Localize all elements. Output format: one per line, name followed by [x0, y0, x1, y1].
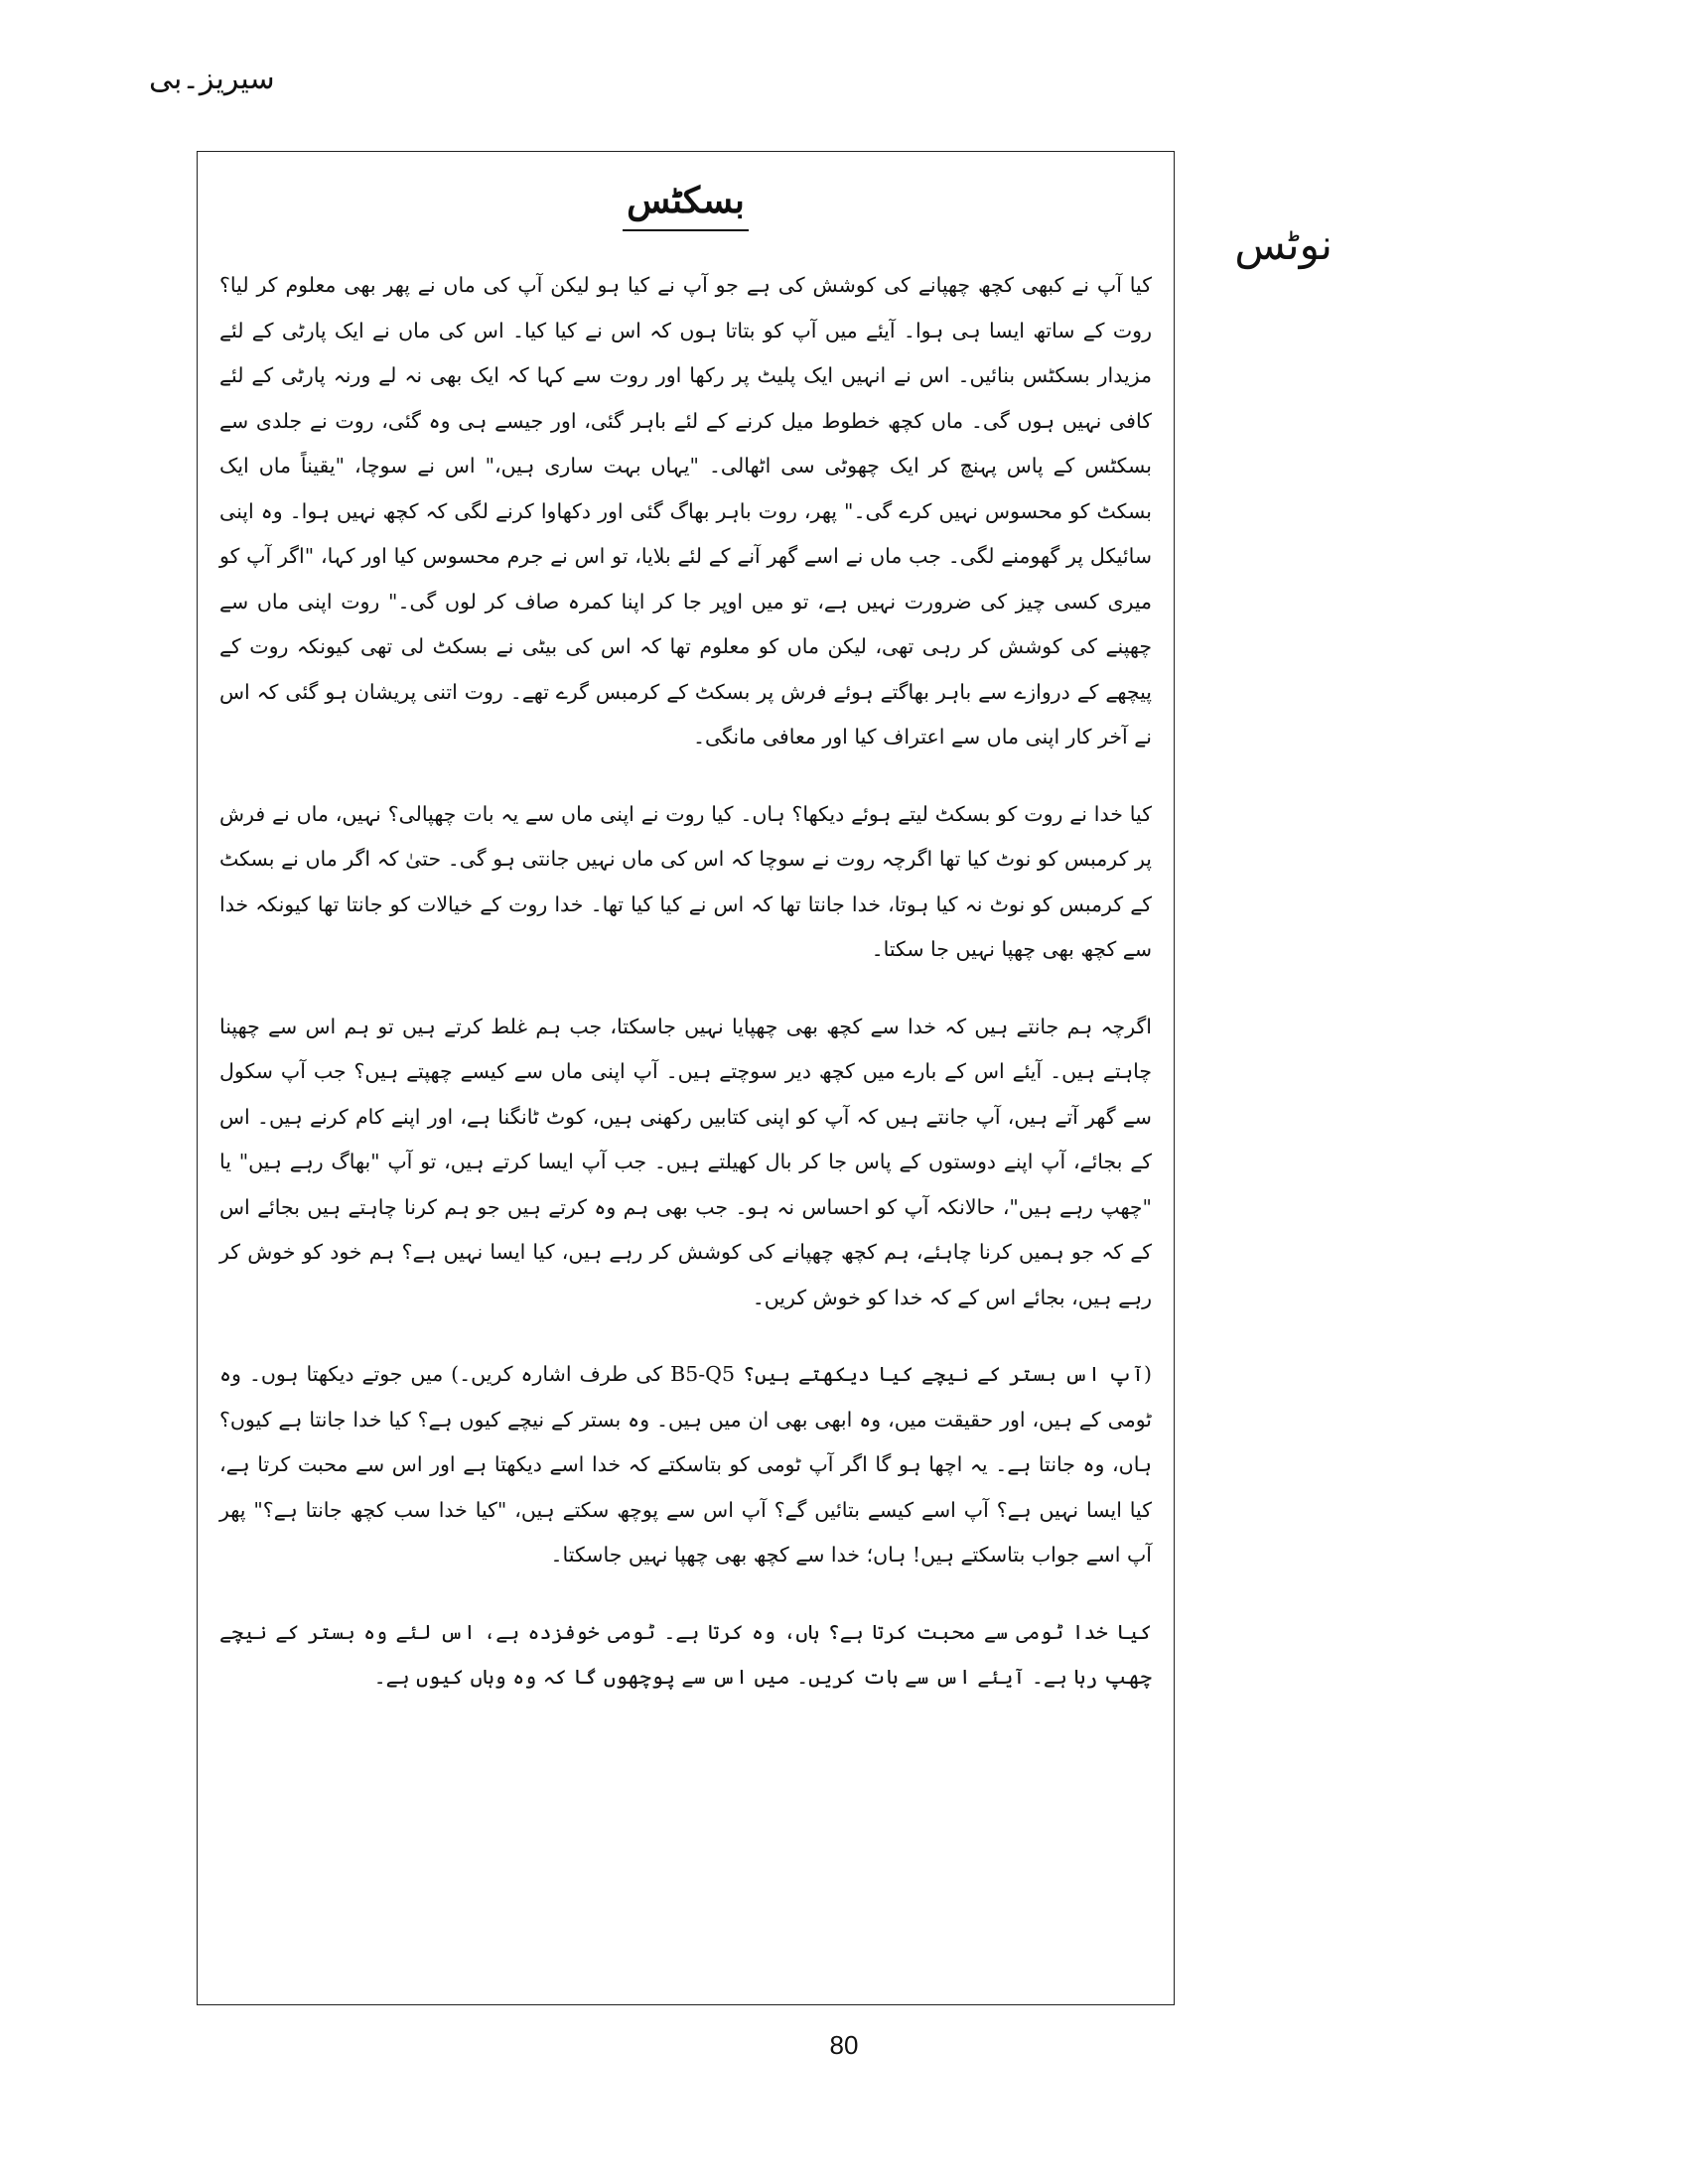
paragraph-1: کیا آپ نے کبھی کچھ چھپانے کی کوشش کی ہے جو آپ نے کیا ہو لیکن آپ کی ماں نے پھر بھی معلوم کر لیا؟ روت کے ساتھ ایسا ہی ہوا۔ آیئے میں آپ کو بتاتا ہوں کہ اس نے کیا کیا۔ اس کی ماں نے ایک پارٹی کے لئے مزیدار بسکٹس بنائیں۔ اس نے انہیں ایک پلیٹ پر رکھا اور روت سے کہا کہ ایک بھی نہ لے ورنہ پارٹی کے لئے کافی نہیں ہوں گی۔ ماں کچھ خطوط میل کرنے کے لئے باہر گئی، اور جیسے ہی وہ گئی، روت نے جلدی سے بسکٹس کے پاس پہنچ کر ایک چھوٹی سی اٹھالی۔ "یہاں بہت ساری ہیں،" اس نے سوچا، "یقیناً ماں ایک بسکٹ کو محسوس نہیں کرے گی۔" پھر، روت باہر بھاگ گئی اور دکھاوا کرنے لگی کہ کچھ نہیں ہوا۔ وہ اپنی سائیکل پر گھومنے لگی۔ جب ماں نے اسے گھر آنے کے لئے بلایا، تو اس نے جرم محسوس کیا اور کہا، "اگر آپ کو میری کسی چیز کی ضرورت نہیں ہے، تو میں اوپر جا کر اپنا کمرہ صاف کر لوں گی۔" روت اپنی ماں سے چھپنے کی کوشش کر رہی تھی، لیکن ماں کو معلوم تھا کہ اس کی بیٹی نے بسکٹ لی تھی کیونکہ روت کے پیچھے کے دروازے سے باہر بھاگتے ہوئے فرش پر بسکٹ کے کرمبس گرے تھے۔ روت اتنی پریشان ہو گئی کہ اس نے آخر کار اپنی ماں سے اعتراف کیا اور معافی مانگی۔ — [219, 273, 1152, 749]
story-title-text: بسکٹس — [623, 180, 749, 231]
series-label: سیریز۔بی — [149, 62, 275, 96]
notes-label: نوٹس — [1234, 220, 1333, 269]
story-body — [219, 263, 1152, 1732]
page-number: 80 — [829, 2030, 859, 2060]
paragraph-4: (آپ اس بستر کے نیچے کیا دیکھتے ہیں؟ B5-Q5 کی طرف اشارہ کریں۔) میں جوتے دیکھتا ہوں۔ وہ ٹومی کے ہیں، اور حقیقت میں، وہ ابھی بھی ان میں ہیں۔ وہ بستر کے نیچے کیوں ہے؟ کیا خدا جانتا ہے کیوں؟ ہاں، وہ جانتا ہے۔ یہ اچھا ہو گا اگر آپ ٹومی کو بتاسکتے کہ خدا اسے دیکھتا ہے اور اس سے محبت کرتا ہے، کیا ایسا نہیں ہے؟ آپ اسے کیسے بتائیں گے؟ آپ اس سے پوچھ سکتے ہیں، "کیا خدا سب کچھ جانتا ہے؟" پھر آپ اسے جواب بتاسکتے ہیں! ہاں؛ خدا سے کچھ بھی چھپا نہیں جاسکتا۔ — [219, 1362, 1152, 1567]
paragraph-5: کیا خدا ٹومی سے محبت کرتا ہے؟ ہاں، وہ کرتا ہے۔ ٹومی خوفزدہ ہے، اس لئے وہ بستر کے نیچے چھپ رہا ہے۔ آیئے اس سے بات کریں۔ میں اس سے پوچھوں گا کہ وہ وہاں کیوں ہے۔ — [219, 1619, 1152, 1689]
story-box — [197, 151, 1175, 2005]
paragraph-3: اگرچہ ہم جانتے ہیں کہ خدا سے کچھ بھی چھپایا نہیں جاسکتا، جب ہم غلط کرتے ہیں تو ہم اس سے چھپنا چاہتے ہیں۔ آیئے اس کے بارے میں کچھ دیر سوچتے ہیں۔ آپ اپنی ماں سے کیسے چھپتے ہیں؟ جب آپ سکول سے گھر آتے ہیں، آپ جانتے ہیں کہ آپ کو اپنی کتابیں رکھنی ہیں، کوٹ ٹانگنا ہے، اور اپنے کام کرنے ہیں۔ اس کے بجائے، آپ اپنے دوستوں کے پاس جا کر بال کھیلتے ہیں۔ جب آپ ایسا کرتے ہیں، تو آپ "بھاگ رہے ہیں" یا "چھپ رہے ہیں"، حالانکہ آپ کو احساس نہ ہو۔ جب بھی ہم وہ کرتے ہیں جو ہم کرنا چاہتے ہیں بجائے اس کے کہ جو ہمیں کرنا چاہئے، ہم کچھ چھپانے کی کوشش کر رہے ہیں، کیا ایسا نہیں ہے؟ ہم خود کو خوش کر رہے ہیں، بجائے اس کے کہ خدا کو خوش کریں۔ — [219, 1014, 1152, 1309]
story-title — [198, 180, 1174, 231]
paragraph-2: کیا خدا نے روت کو بسکٹ لیتے ہوئے دیکھا؟ ہاں۔ کیا روت نے اپنی ماں سے یہ بات چھپالی؟ نہیں، ماں نے فرش پر کرمبس کو نوٹ کیا تھا اگرچہ روت نے سوچا کہ اس کی ماں نہیں جانتی ہو گی۔ حتیٰ کہ اگر ماں نے بسکٹ کے کرمبس کو نوٹ نہ کیا ہوتا، خدا جانتا تھا کہ اس نے کیا کیا تھا۔ خدا روت کے خیالات کو جانتا تھا کیونکہ خدا سے کچھ بھی چھپا نہیں جا سکتا۔ — [219, 801, 1152, 961]
